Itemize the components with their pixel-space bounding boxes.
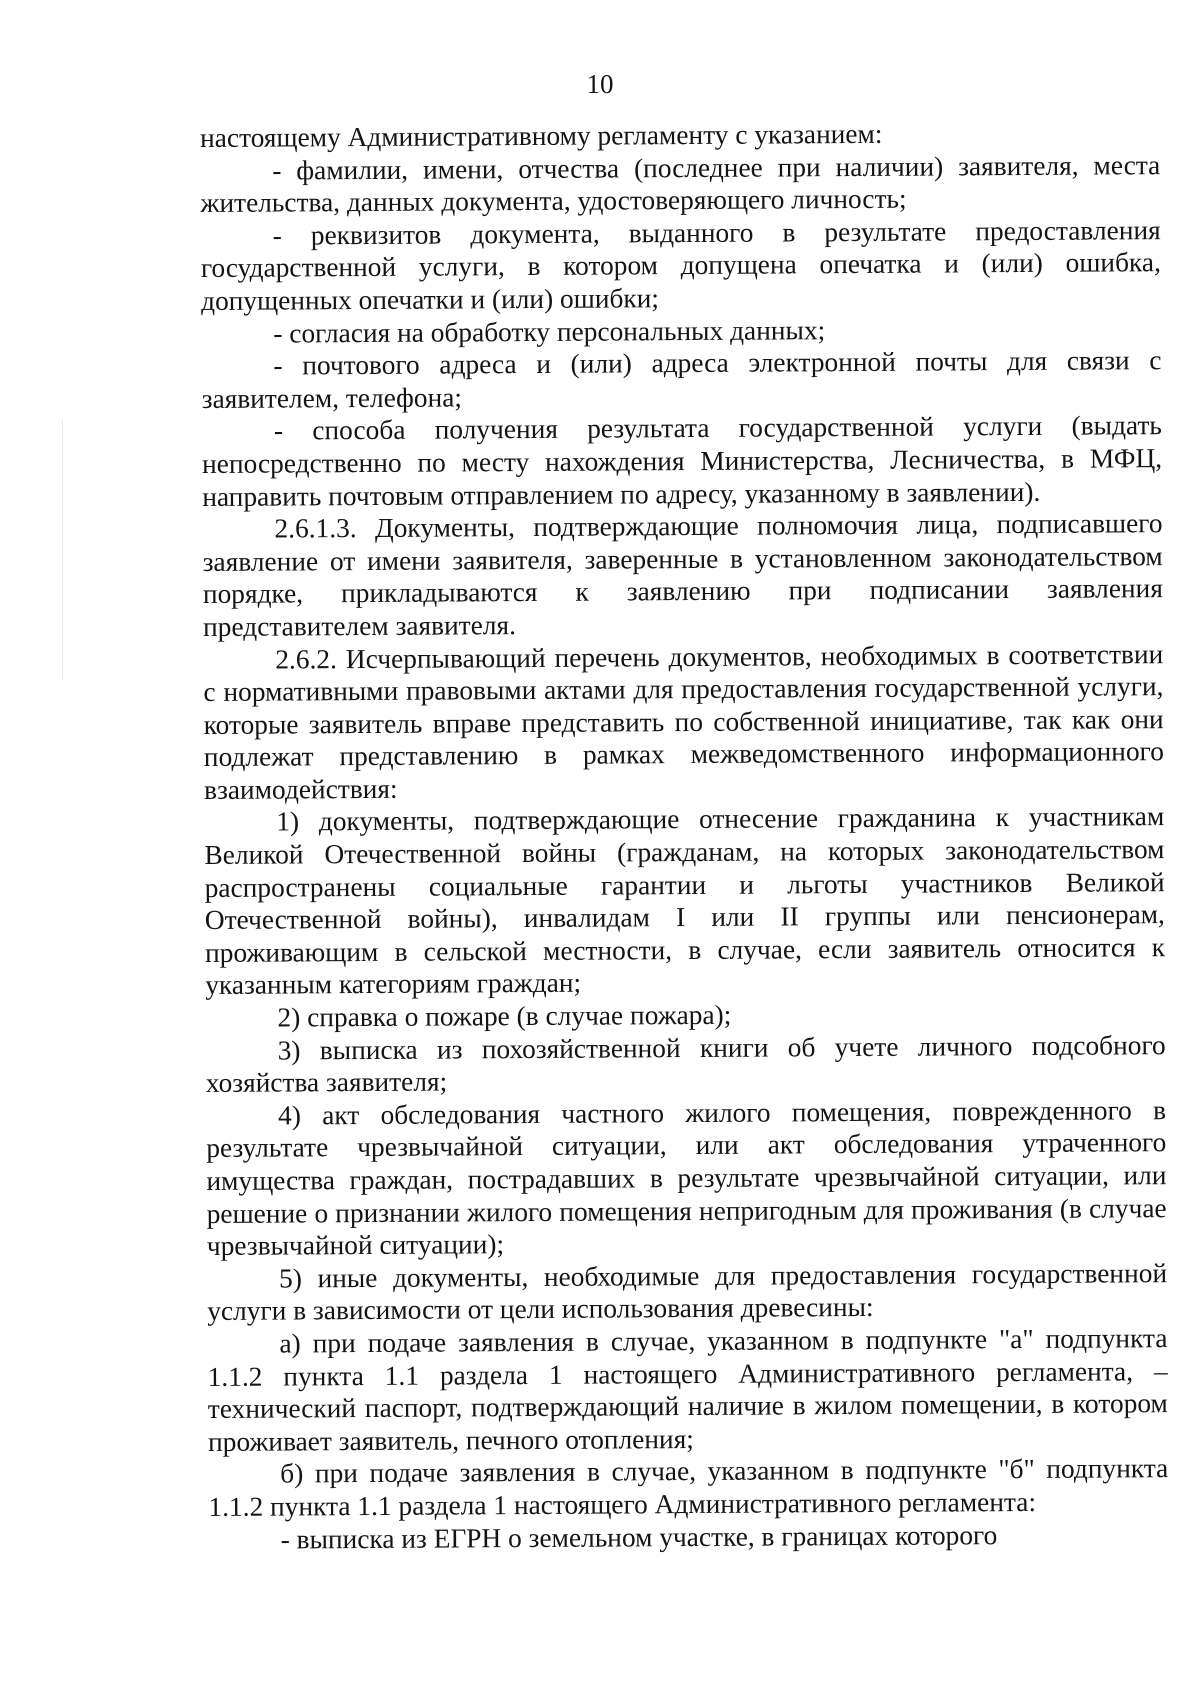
list-item-requisites: - реквизитов документа, выданного в результате предоставления государственной услуги, в котором допущена опечатка и (или) ошибка, допущенных опечатки и (или) ошибки;: [200, 214, 1161, 316]
scan-margin-line: [62, 420, 63, 680]
paragraph-2-6-2: 2.6.2. Исчерпывающий перечень документов, необходимых в соответствии с нормативными правовыми актами для предоставления государственной услуги, которые заявитель вправе представить по собственной инициативе, так как они подлежат представлению в рамках межведомственного информационного взаимодействия:: [203, 638, 1164, 805]
paragraph-intro: настоящему Административному регламенту с указанием:: [200, 118, 883, 153]
sub-item-a: а) при подаче заявления в случае, указанном в подпункте "а" подпункта 1.1.2 пункта 1.1 раздела 1 настоящего Административного регламента, – технический паспорт, подтверждающий наличие в жилом помещении, в котором проживает заявитель, печного отопления;: [207, 1323, 1168, 1457]
sub-item-b: б) при подаче заявления в случае, указанном в подпункте "б" подпункта 1.1.2 пункта 1.1 раздела 1 настоящего Административного регламента:: [208, 1453, 1169, 1522]
list-item-egrn-extract: - выписка из ЕГРН о земельном участке, в границах которого: [280, 1519, 998, 1555]
numbered-item-1: 1) документы, подтверждающие отнесение гражданина к участникам Великой Отечественной войны (гражданам, на которых законодательством распространены социальные гарантии и льготы участников Великой Отечественной войны), инвалидам I или II группы или пенсионерам, проживающим в сельской местности, в случае, если заявитель относится к указанным категориям граждан;: [204, 801, 1166, 1001]
list-item-address: - почтового адреса и (или) адреса электронной почты для связи с заявителем, телефона;: [201, 345, 1162, 414]
numbered-item-4: 4) акт обследования частного жилого помещения, поврежденного в результате чрезвычайной ситуации, или акт обследования утраченного имущества граждан, пострадавших в результате чрезвычайной ситуации, или решение о признании жилого помещения непригодным для проживания (в случае чрезвычайной ситуации);: [206, 1094, 1167, 1262]
page-number: 10: [586, 69, 614, 99]
list-item-consent: - согласия на обработку персональных данных;: [273, 314, 826, 349]
list-item-fio: - фамилии, имени, отчества (последнее при наличии) заявителя, места жительства, данных документа, удостоверяющего личность;: [200, 149, 1161, 219]
document-body: [200, 116, 1169, 1556]
numbered-item-3: 3) выписка из похозяйственной книги об учете личного подсобного хозяйства заявителя;: [205, 1029, 1166, 1099]
paragraph-2-6-1-3: 2.6.1.3. Документы, подтверждающие полномочия лица, подписавшего заявление от имени заявителя, заверенные в установленном законодательством порядке, прикладываются к заявлению при подписании заявления представителем заявителя.: [202, 508, 1163, 642]
numbered-item-2: 2) справка о пожаре (в случае пожара);: [277, 999, 732, 1033]
list-item-result-method: - способа получения результата государственной услуги (выдать непосредственно по месту нахождения Министерства, Лесничества, в МФЦ, направить почтовым отправлением по адресу, указанному в заявлении).: [201, 410, 1163, 512]
numbered-item-5: 5) иные документы, необходимые для предоставления государственной услуги в зависимости от цели использования древесины:: [207, 1257, 1168, 1327]
